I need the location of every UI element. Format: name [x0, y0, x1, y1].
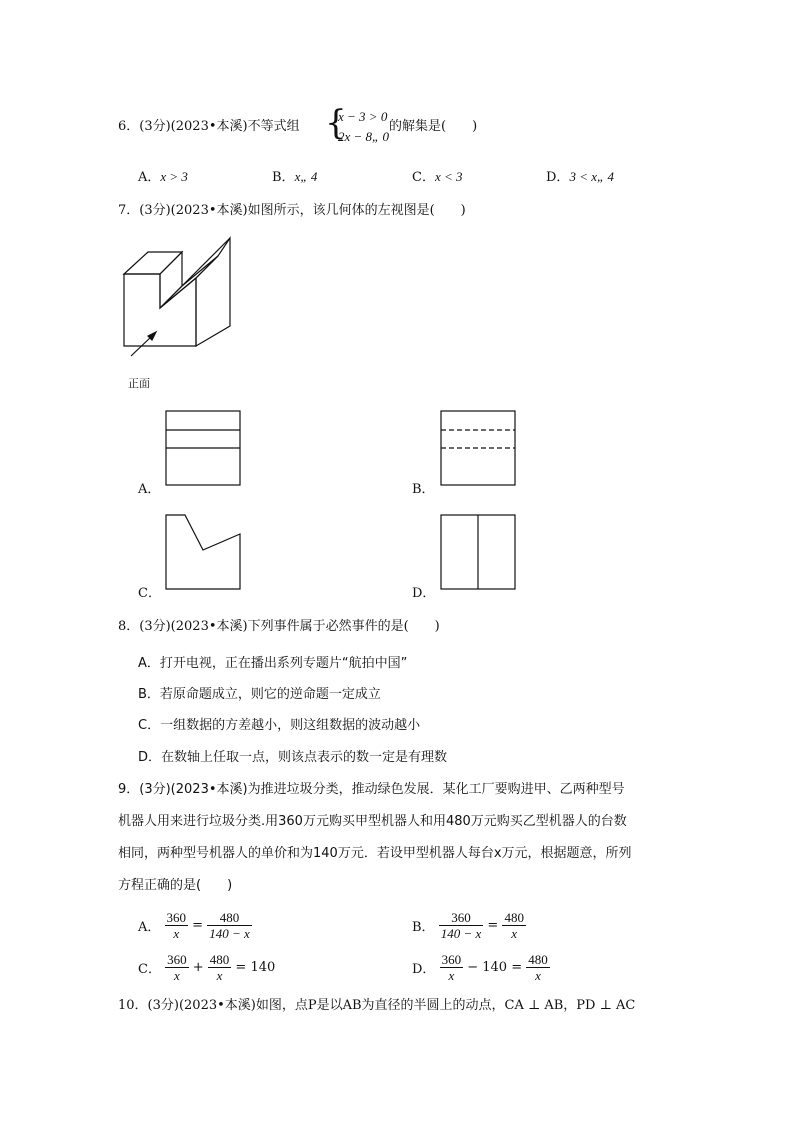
q7-stem: 7．(3分)(2023•本溪)如图所示，该几何体的左视图是( )	[118, 203, 466, 218]
solid-figure	[118, 228, 238, 358]
operator: +	[192, 960, 204, 975]
q7-option-d-figure	[440, 514, 517, 591]
top-face-left	[124, 252, 182, 274]
fraction-2: $\frac{480}{x}$	[504, 910, 524, 941]
q7-option-a-letter: A．	[138, 482, 161, 497]
q7-option-c-letter: C．	[138, 586, 161, 601]
q6-prefix: 6．(3分)(2023•本溪)不等式组	[118, 119, 300, 134]
q8-option-c: C．一组数据的方差越小，则这组数据的波动越小	[138, 718, 421, 733]
option-letter: A．	[138, 170, 161, 185]
q10-stem: 10．(3分)(2023•本溪)如图，点P是以AB为直径的半圆上的动点，CA ⊥ AB，PD ⊥ AC	[118, 998, 636, 1013]
option-letter: A．	[138, 920, 161, 935]
q7-option-a-figure	[165, 410, 242, 487]
option-letter: B．	[272, 170, 295, 185]
fraction-1: $\frac{360}{140 - x}$	[440, 910, 482, 941]
fraction-1: $\frac{360}{x}$	[167, 952, 187, 983]
option-text: x > 3	[160, 169, 188, 184]
q9-option-a	[138, 910, 252, 941]
q6-option-a	[138, 166, 188, 185]
q6-line2: 2x − 8„ 0	[338, 129, 390, 144]
q6-option-d	[546, 166, 614, 185]
q7-option-c-figure	[165, 514, 242, 591]
fraction-1: $\frac{360}{x}$	[166, 910, 187, 941]
option-letter: C．	[138, 962, 161, 977]
q9-option-b	[412, 910, 526, 941]
q6-suffix: 的解集是( )	[389, 119, 478, 134]
q9-option-c	[138, 952, 275, 983]
q8-option-d: D．在数轴上任取一点，则该点表示的数一定是有理数	[138, 750, 448, 765]
q8-option-a: A．打开电视，正在播出系列专题片“航拍中国”	[138, 656, 408, 671]
q6-option-b	[272, 166, 317, 185]
option-letter: C．	[412, 170, 435, 185]
q9-line-4: 方程正确的是( )	[118, 878, 233, 893]
tail: = 140	[235, 960, 276, 975]
q7-option-b-letter: B．	[412, 482, 435, 497]
option-letter: D．	[546, 170, 570, 185]
fraction-1: $\frac{360}{x}$	[441, 952, 462, 983]
option-text: 3 < x„ 4	[569, 169, 614, 184]
operator: =	[192, 918, 204, 933]
q7-option-d-letter: D．	[412, 586, 436, 601]
option-text: x„ 4	[294, 169, 318, 184]
operator: − 140 =	[467, 960, 523, 975]
q9-line-3: 相同，两种型号机器人的单价和为140万元．若设甲型机器人每台x万元，根据题意，所列	[118, 846, 632, 861]
q6-line1: x − 3 > 0	[338, 109, 388, 124]
option-letter: D．	[412, 962, 436, 977]
fraction-2: $\frac{480}{140 - x}$	[209, 910, 250, 941]
q9-line-1: 9．(3分)(2023•本溪)为推进垃圾分类，推动绿色发展．某化工厂要购进甲、乙两种型号	[118, 782, 625, 797]
q9-line-2: 机器人用来进行垃圾分类.用360万元购买甲型机器人和用480万元购买乙型机器人的台数	[118, 814, 627, 829]
option-text: x < 3	[434, 169, 463, 184]
q8-stem: 8．(3分)(2023•本溪)下列事件属于必然事件的是( )	[118, 619, 440, 634]
fraction-2: $\frac{480}{x}$	[528, 952, 548, 983]
option-letter: B．	[412, 920, 435, 935]
q7-option-b-figure	[440, 410, 517, 487]
q6-option-c	[412, 166, 463, 185]
front-label: 正面	[128, 377, 150, 390]
operator: =	[487, 918, 499, 933]
fraction-2: $\frac{480}{x}$	[209, 952, 230, 983]
q6-brace: {	[325, 103, 347, 143]
q9-option-d	[412, 952, 550, 983]
notch-slope	[160, 256, 218, 308]
q8-option-b: B．若原命题成立，则它的逆命题一定成立	[138, 687, 381, 702]
